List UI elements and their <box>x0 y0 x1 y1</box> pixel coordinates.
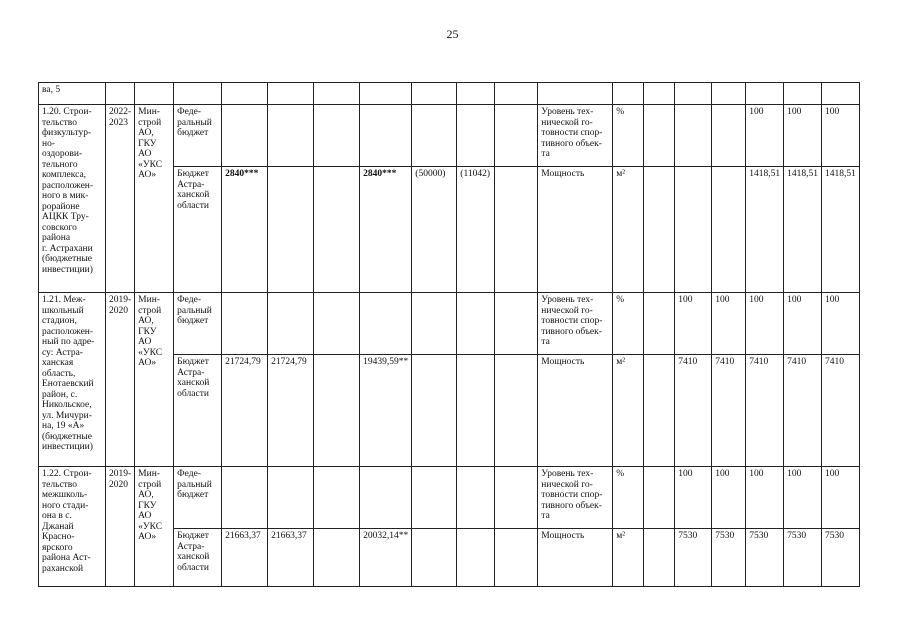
page-number: 25 <box>446 27 459 41</box>
indicator-value: 100 <box>822 105 860 167</box>
indicator-name: Мощность <box>538 355 613 467</box>
indicator-unit: м² <box>613 529 644 587</box>
indicator-value: 100 <box>746 105 784 167</box>
indicator-value: 100 <box>712 293 746 355</box>
indicator-name: Уровень тех- нической го- товности спор- тивного объек- та <box>538 105 613 167</box>
indicator-unit: % <box>613 105 644 167</box>
continuation-cell: ва, 5 <box>39 83 106 105</box>
indicator-name: Уровень тех- нической го- товности спор- тивного объек- та <box>538 293 613 355</box>
table-row <box>39 467 860 529</box>
item-years: 2022- 2023 <box>106 105 135 293</box>
item-name: 1.21. Меж- школьный стадион, расположен- ный по адре- су: Астра- ханская область, Енотаевский район, с. Никольское, ул. Мичури- на, 19 «А» (бюджетные инвестиции) <box>39 293 106 467</box>
indicator-value: 100 <box>746 467 784 529</box>
amount-cell: 21663,37 <box>222 529 268 587</box>
indicator-unit: м² <box>613 167 644 293</box>
funding-source: Феде- ральный бюджет <box>174 293 222 355</box>
amount-cell: 2840*** <box>360 167 412 293</box>
amount-cell: 21724,79 <box>222 355 268 467</box>
funding-source: Бюджет Астра- ханской области <box>174 167 222 293</box>
indicator-value: 7530 <box>746 529 784 587</box>
indicator-value: 100 <box>746 293 784 355</box>
indicator-value: 7530 <box>784 529 822 587</box>
item-years: 2019- 2020 <box>106 467 135 587</box>
program-table <box>38 82 860 587</box>
indicator-value: 7530 <box>712 529 746 587</box>
amount-cell: (11042) <box>457 167 495 293</box>
funding-source: Феде- ральный бюджет <box>174 467 222 529</box>
indicator-value: 7410 <box>746 355 784 467</box>
table-row <box>39 293 860 355</box>
indicator-value: 7530 <box>822 529 860 587</box>
indicator-unit: % <box>613 467 644 529</box>
item-executor: Мин- строй АО, ГКУ АО «УКС АО» <box>135 293 174 467</box>
indicator-value: 100 <box>784 467 822 529</box>
amount-cell: (50000) <box>412 167 457 293</box>
amount-cell: 19439,59** <box>360 355 412 467</box>
item-years: 2019- 2020 <box>106 293 135 467</box>
indicator-value: 100 <box>822 467 860 529</box>
indicator-value: 7410 <box>784 355 822 467</box>
table-row-continuation <box>39 83 860 105</box>
indicator-value: 100 <box>712 467 746 529</box>
indicator-value: 100 <box>784 105 822 167</box>
item-name: 1.20. Строи- тельство физкультур- но- оздорови- тельного комплекса, расположен- ного в мик- рорайоне АЦКК Тру- совского района г. Астрахани (бюджетные инвестиции) <box>39 105 106 293</box>
funding-source: Бюджет Астра- ханской области <box>174 355 222 467</box>
amount-cell: 21663,37 <box>268 529 314 587</box>
indicator-value: 7410 <box>675 355 712 467</box>
amount-cell: 2840*** <box>222 167 268 293</box>
indicator-value: 1418,51 <box>822 167 860 293</box>
table-row <box>39 105 860 167</box>
indicator-value: 7530 <box>675 529 712 587</box>
amount-cell: 20032,14** <box>360 529 412 587</box>
funding-source: Феде- ральный бюджет <box>174 105 222 167</box>
indicator-unit: % <box>613 293 644 355</box>
indicator-value: 100 <box>822 293 860 355</box>
indicator-value: 100 <box>784 293 822 355</box>
indicator-value: 1418,51 <box>784 167 822 293</box>
item-name: 1.22. Строи- тельство межшколь- ного стади- она в с. Джанай Красно- ярского района Аст- раханской <box>39 467 106 587</box>
amount-cell: 21724,79 <box>268 355 314 467</box>
indicator-name: Мощность <box>538 167 613 293</box>
indicator-value: 7410 <box>712 355 746 467</box>
indicator-value: 1418,51 <box>746 167 784 293</box>
indicator-unit: м² <box>613 355 644 467</box>
indicator-name: Уровень тех- нической го- товности спор- тивного объек- та <box>538 467 613 529</box>
indicator-value: 7410 <box>822 355 860 467</box>
item-executor: Мин- строй АО, ГКУ АО «УКС АО» <box>135 105 174 293</box>
funding-source: Бюджет Астра- ханской области <box>174 529 222 587</box>
indicator-value: 100 <box>675 293 712 355</box>
indicator-name: Мощность <box>538 529 613 587</box>
indicator-value: 100 <box>675 467 712 529</box>
item-executor: Мин- строй АО, ГКУ АО «УКС АО» <box>135 467 174 587</box>
